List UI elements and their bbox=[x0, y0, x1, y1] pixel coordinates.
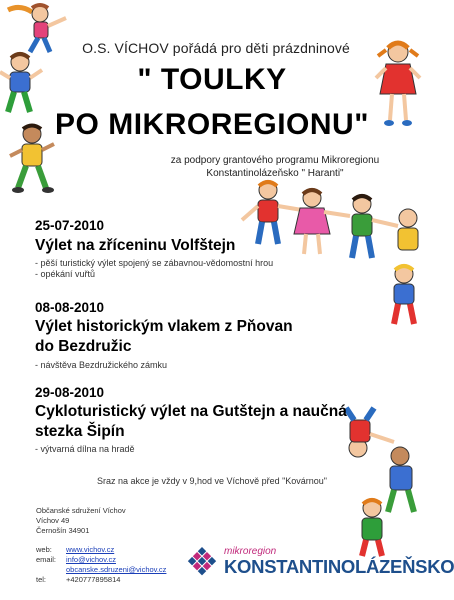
event-2-title-line-2: do Bezdružic bbox=[35, 338, 132, 355]
event-3-date: 29-08-2010 bbox=[35, 385, 105, 400]
tel-number: +420777895814 bbox=[66, 575, 121, 584]
web-label: web: bbox=[36, 545, 52, 554]
mikroregion-logo-mark bbox=[184, 546, 220, 582]
event-2-note-1: - návštěva Bezdružického zámku bbox=[35, 360, 168, 370]
email-label: email: bbox=[36, 555, 57, 564]
title-line-1: " TOULKY bbox=[137, 63, 287, 96]
grant-subtitle-line-2: Konstantinolázeňsko " Haranti" bbox=[206, 168, 344, 179]
event-1-title: Výlet na zříceninu Volfštejn bbox=[35, 237, 236, 254]
child-far-right-illustration bbox=[384, 262, 424, 332]
tel-label: tel: bbox=[36, 575, 47, 584]
logo-big-text: KONSTANTINOLÁZEŇSKO bbox=[224, 556, 454, 577]
event-1-note-2: - opékání vuřtů bbox=[35, 269, 96, 279]
organizer-line: O.S. VÍCHOV pořádá pro děti prázdninové bbox=[82, 40, 350, 56]
meeting-note: Sraz na akce je vždy v 9,hod ve Víchově před "Kovárnou" bbox=[96, 476, 328, 486]
email-link-2[interactable]: obcanske.sdruzeni@vichov.cz bbox=[66, 565, 167, 574]
event-3-title-line-1: Cykloturistický výlet na Gutštejn a naučná bbox=[35, 403, 347, 420]
organization-address: Víchov 49 bbox=[36, 516, 70, 525]
email-link[interactable]: info@vichov.cz bbox=[66, 555, 116, 564]
organization-name: Občanské sdružení Víchov bbox=[36, 506, 126, 515]
title-line-2: PO MIKROREGIONU" bbox=[55, 108, 369, 141]
event-2-title-line-1: Výlet historickým vlakem z Pňovan bbox=[35, 318, 293, 335]
grant-subtitle-line-1: za podpory grantového programu Mikroregionu bbox=[170, 155, 380, 166]
event-3-title-line-2: stezka Šipín bbox=[35, 423, 125, 440]
event-2-date: 08-08-2010 bbox=[35, 300, 105, 315]
organization-city: Černošín 34901 bbox=[36, 526, 90, 535]
event-3-note-1: - výtvarná dílna na hradě bbox=[35, 444, 135, 454]
children-holding-hands-illustration bbox=[232, 176, 424, 266]
logo-small-text: mikroregion bbox=[224, 546, 277, 557]
web-link[interactable]: www.vichov.cz bbox=[66, 545, 115, 554]
event-1-note-1: - pěší turistický výlet spojený se zábavnou-vědomostní hrou bbox=[35, 258, 274, 268]
event-1-date: 25-07-2010 bbox=[35, 218, 105, 233]
